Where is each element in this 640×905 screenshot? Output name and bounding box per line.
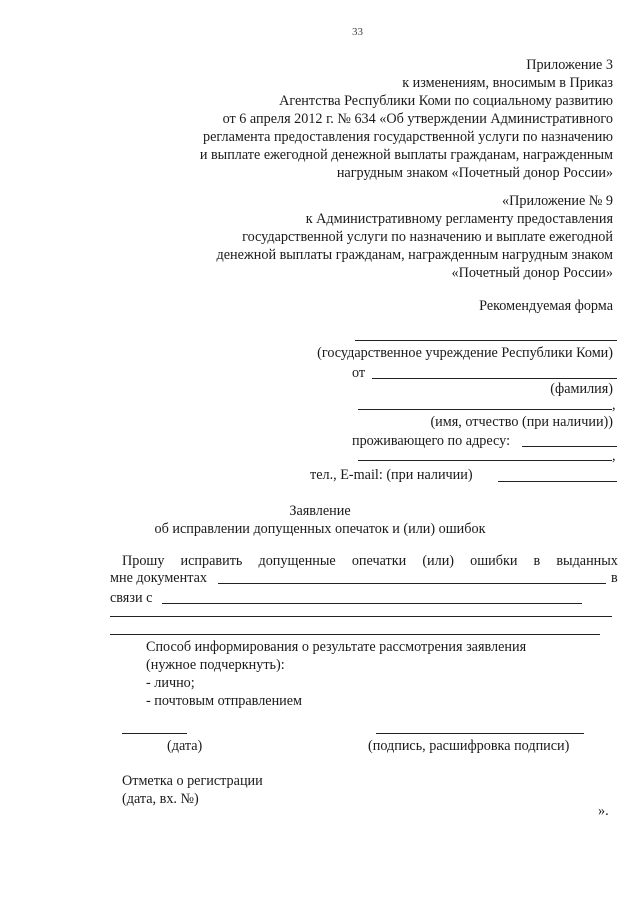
signature-line [376, 733, 584, 734]
appendix-3-line: регламента предоставления государственной услуги по назначению [203, 129, 613, 145]
appendix-9-line: денежной выплаты гражданам, награжденным нагрудным знаком [216, 247, 613, 263]
para-word: ошибки [470, 553, 518, 569]
phone-label: тел., E-mail: (при наличии) [310, 467, 473, 483]
appendix-3-line: и выплате ежегодной денежной выплаты гражданам, награжденным [199, 147, 613, 163]
address-line-2 [358, 460, 612, 461]
request-paragraph [122, 552, 618, 570]
appendix-3-line: Приложение 3 [526, 57, 613, 73]
reason-label: связи с [110, 590, 153, 606]
surname-caption: (фамилия) [550, 381, 613, 397]
appendix-3-line: к изменениям, вносимым в Приказ [402, 75, 613, 91]
blank-line [110, 634, 600, 635]
para-word: допущенные [258, 553, 336, 569]
institution-line [355, 340, 617, 341]
appendix-3-block [133, 56, 613, 182]
document-title: Заявление [289, 503, 351, 519]
address-line [522, 446, 617, 447]
name-line [358, 409, 612, 410]
comma: , [612, 448, 616, 464]
appendix-9-line: государственной услуги по назначению и выплате ежегодной [242, 229, 613, 245]
docs-label: мне документах [110, 570, 207, 586]
appendix-3-line: от 6 апреля 2012 г. № 634 «Об утверждении Административного [222, 111, 613, 127]
date-caption: (дата) [167, 738, 203, 754]
registration-label: Отметка о регистрации [122, 773, 263, 789]
date-line [122, 733, 187, 734]
institution-caption: (государственное учреждение Республики Коми) [317, 345, 613, 361]
blank-line [110, 616, 612, 617]
para-word: (или) [422, 553, 455, 569]
reason-line [162, 603, 582, 604]
para-word: исправить [180, 553, 243, 569]
para-word: в [533, 553, 541, 569]
notify-option-mail: - почтовым отправлением [146, 693, 303, 709]
appendix-3-line: нагрудным знаком «Почетный донор России» [336, 165, 613, 181]
appendix-9-line: к Административному регламенту предоставления [305, 211, 613, 227]
signature-caption: (подпись, расшифровка подписи) [368, 738, 570, 754]
appendix-9-block [133, 192, 613, 282]
closing-quote: ». [598, 803, 609, 819]
comma: , [612, 397, 616, 413]
notify-hint: (нужное подчеркнуть): [146, 657, 285, 673]
appendix-3-line: Агентства Республики Коми по социальному развитию [279, 93, 613, 109]
para-word: Прошу [122, 553, 165, 569]
appendix-9-line: «Почетный донор России» [451, 265, 613, 281]
page-number: 33 [352, 26, 363, 38]
docs-end: в [611, 570, 618, 586]
appendix-9-line: «Приложение № 9 [502, 193, 613, 209]
notify-heading: Способ информирования о результате рассмотрения заявления [146, 639, 527, 655]
para-word: опечатки [351, 553, 407, 569]
notify-option-personal: - лично; [146, 675, 195, 691]
from-label: от [352, 365, 366, 381]
from-line [372, 378, 617, 379]
document-subtitle: об исправлении допущенных опечаток и (или) ошибок [154, 521, 486, 537]
recommended-form-label: Рекомендуемая форма [479, 298, 613, 314]
docs-line [218, 583, 606, 584]
phone-line [498, 481, 617, 482]
name-caption: (имя, отчество (при наличии)) [430, 414, 613, 430]
para-word: выданных [556, 553, 618, 569]
registration-hint: (дата, вх. №) [122, 791, 199, 807]
address-label: проживающего по адресу: [352, 433, 511, 449]
